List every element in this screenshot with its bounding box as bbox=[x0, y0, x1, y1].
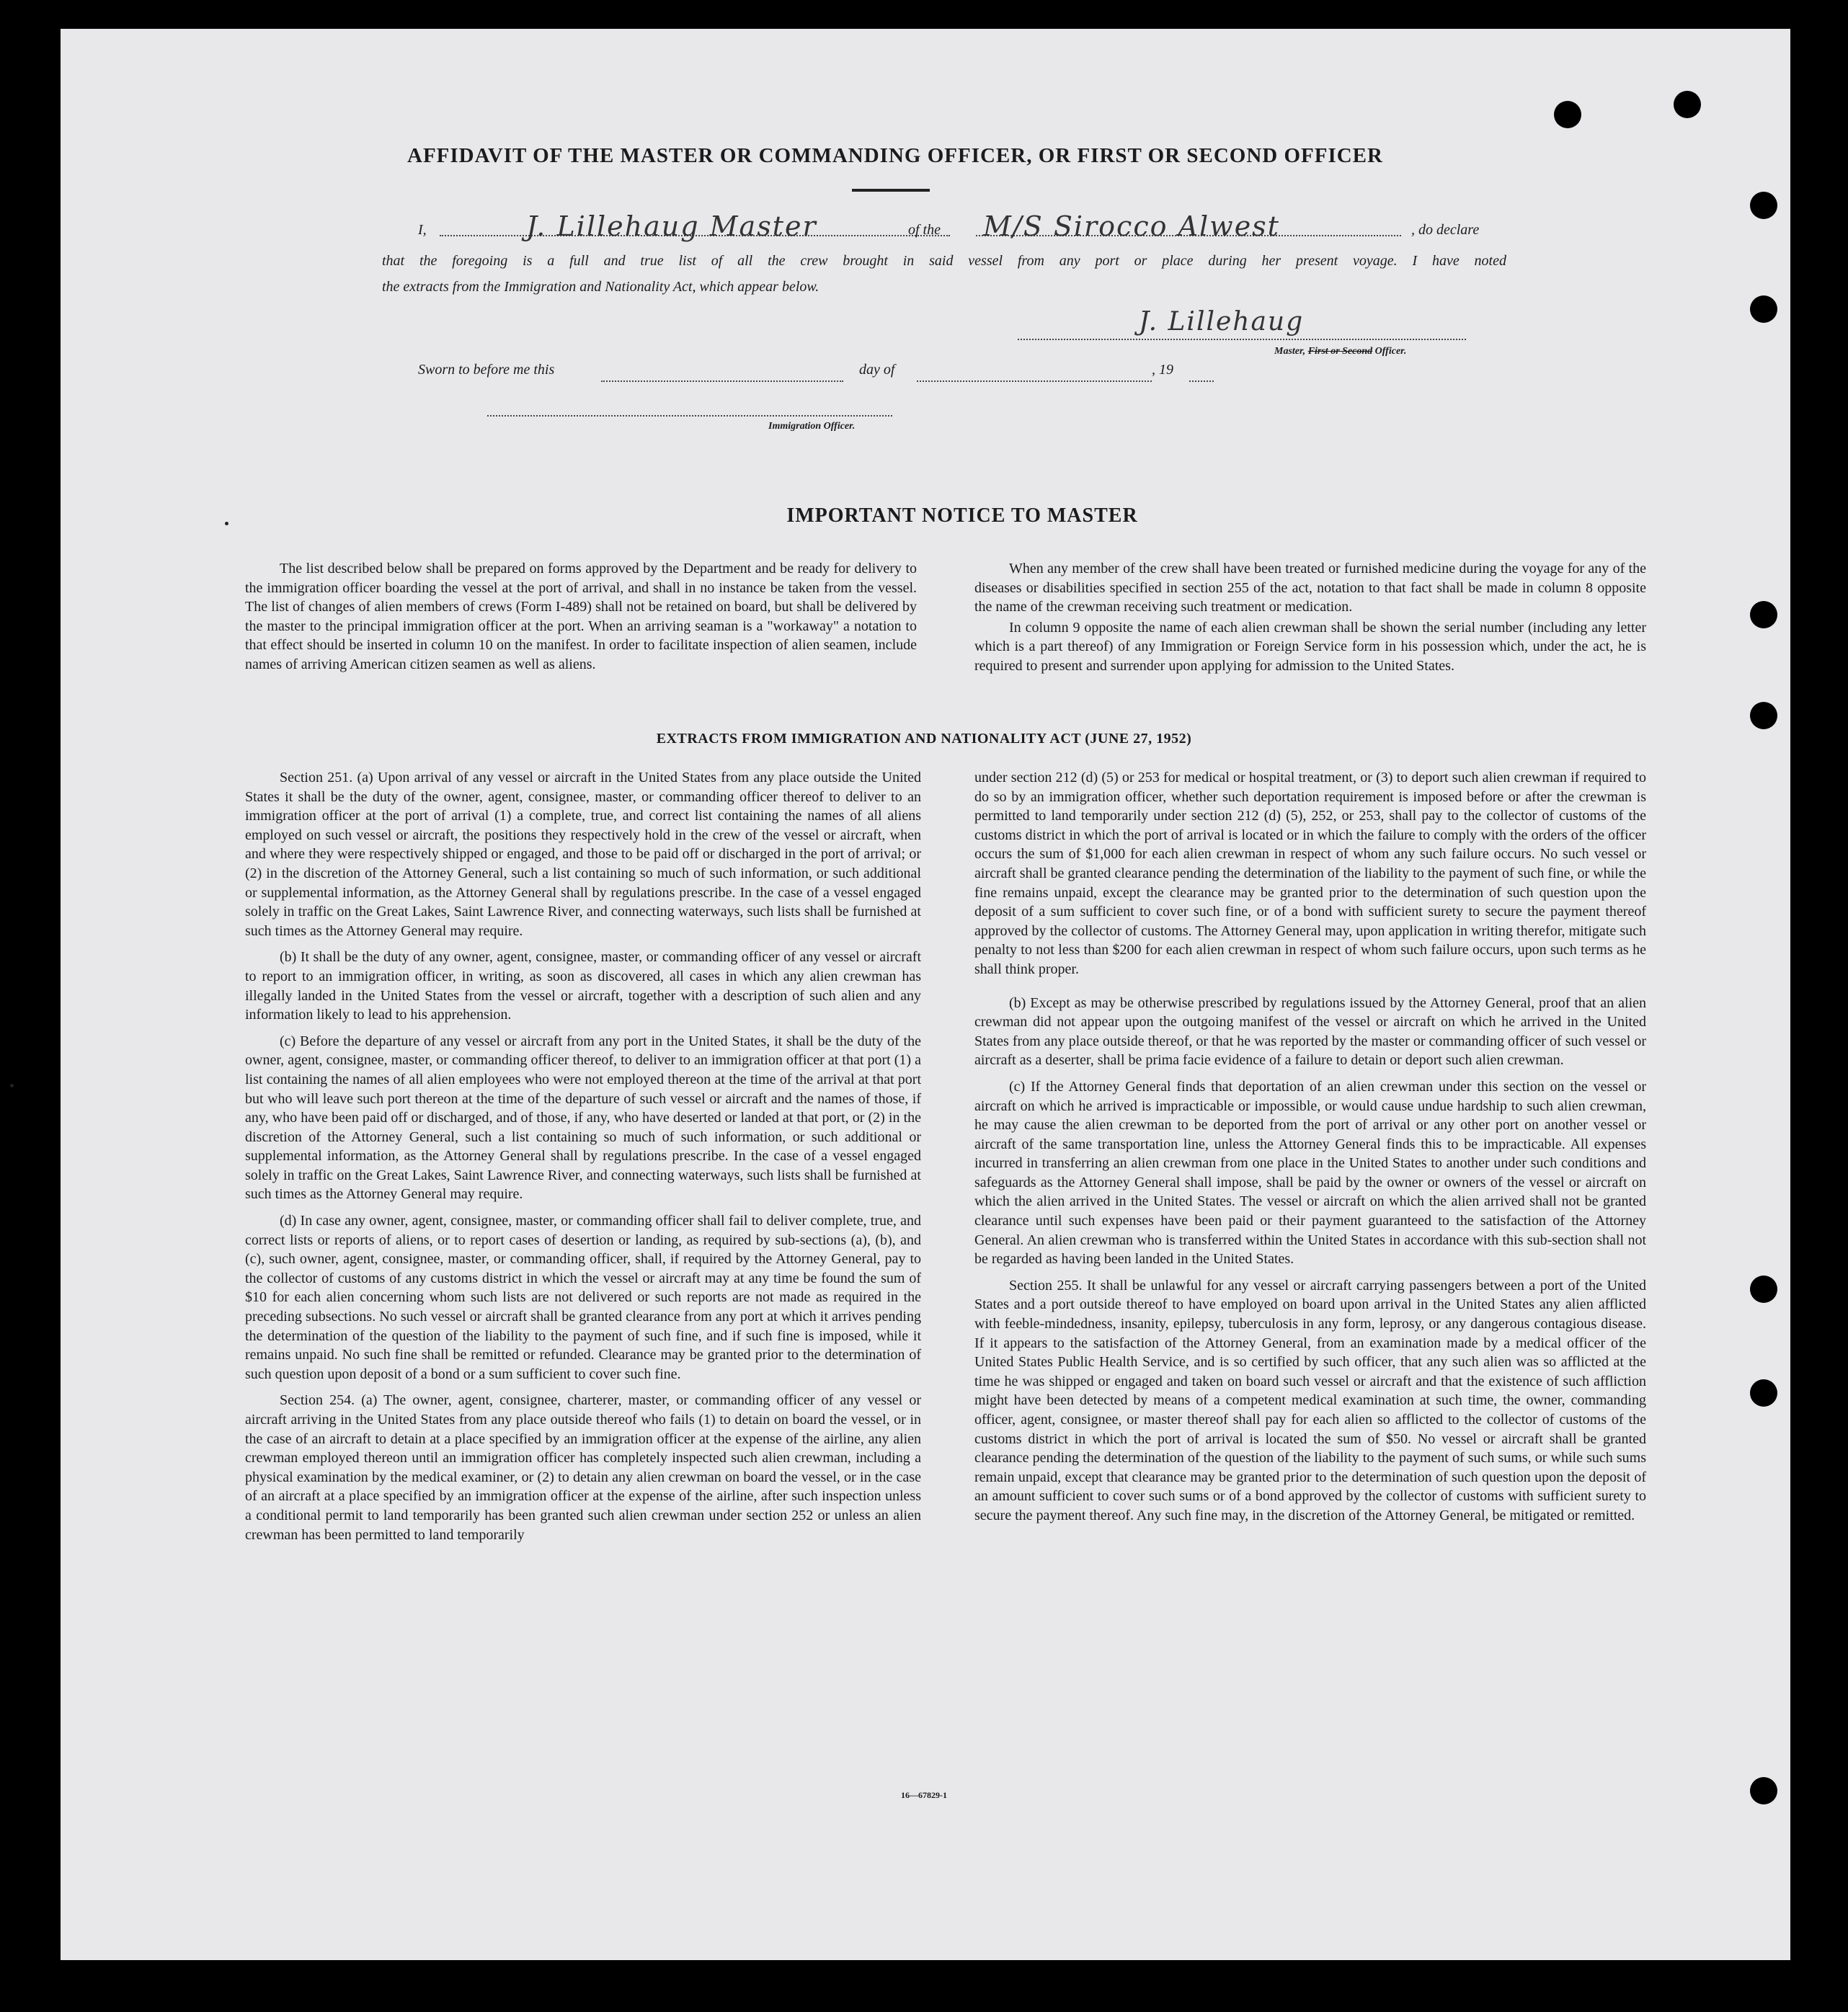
punch-hole bbox=[1750, 192, 1777, 219]
punch-hole bbox=[1674, 91, 1701, 118]
do-declare-label: , do declare bbox=[1411, 222, 1480, 238]
section-paragraph: Section 251. (a) Upon arrival of any vessel or aircraft in the United States from any place outside the United States it shall be the duty of the owner, agent, consignee, master, or commanding officer thereof to deliver to an immigration officer at the port of arrival (1) a complete, true, and correct list containing the names of all aliens employed on such vessel or aircraft, the positions they respectively hold in the crew of the vessel or aircraft, when and where they were respectively shipped or engaged, and those to be paid off or discharged in the port of arrival; or (2) in the discretion of the Attorney General, such a list containing so much of such information, or such additional or supplemental information, as the Attorney General shall by regulations prescribe. In the case of a vessel engaged solely in traffic on the Great Lakes, Saint Lawrence River, and connecting waterways, such lists shall be furnished at such times as the Attorney General may require. bbox=[245, 770, 921, 939]
notice-paragraph: In column 9 opposite the name of each alien crewman shall be shown the serial number (including any letter which is a part thereof) of any Immigration or Foreign Service form in his possession which, under the act, he is required to present and surrender upon applying for admission to the United States. bbox=[974, 619, 1646, 674]
signature-blank bbox=[1018, 339, 1466, 340]
sworn-year-blank bbox=[1189, 380, 1214, 382]
sworn-line bbox=[418, 362, 554, 378]
section-paragraph: under section 212 (d) (5) or 253 for medical or hospital treatment, or (3) to deport such alien crewman if required to do so by an immigration officer, whether such deportation requirement is imposed before or after the crewman is permitted to land temporarily under section 212 (d) (5), 252, or 253, shall pay to the collector of customs of the customs district in which the port of arrival is located or in which the failure to comply with the orders of the officer occurs the sum of $1,000 for each alien crewman in respect of whom any such failure occurs. No such vessel or aircraft shall be granted clearance pending the determination of the liability to the payment of such fine, or while the fine remains unpaid, except the clearance may be granted prior to the determination of such question upon the deposit of a sum sufficient to cover such fine, or of a bond with sufficient surety to secure the payment thereof approved by the collector of customs. The Attorney General may, upon application in writing therefor, mitigate such penalty to not less than $200 for each alien crewman in respect of whom such failure occurs, upon such terms as he shall think proper. bbox=[974, 770, 1646, 977]
title-rule bbox=[852, 189, 930, 192]
section-paragraph: (d) In case any owner, agent, consignee, master, or commanding officer shall fail to deliver complete, true, and correct lists or reports of aliens, or to report cases of desertion or landing, as required by sub-sections (a), (b), and (c), such owner, agent, consignee, master, or commanding officer, shall, if required by the Attorney General, pay to the collector of customs of any customs district in which the vessel or aircraft may at any time be found the sum of $10 for each alien concerning whom such lists are not delivered or such reports are not made as required in the preceding subsections. No such vessel or aircraft shall be granted clearance from any port at which it arrives pending the determination of the question of the liability to the payment of such fine, and if such fine is imposed, while it remains unpaid. No such fine shall be remitted or refunded. Clearance may be granted prior to the determination of such question upon deposit of a bond or a sum sufficient to cover such fine. bbox=[245, 1213, 921, 1382]
declaration-body-line1: that the foregoing is a full and true list of all the crew brought in said vessel from any port or place during her present voyage. I have noted bbox=[382, 253, 1506, 269]
extracts-right-column bbox=[974, 768, 1646, 1533]
extracts-title: EXTRACTS FROM IMMIGRATION AND NATIONALITY ACT (JUNE 27, 1952) bbox=[656, 731, 1192, 747]
punch-hole bbox=[1750, 1379, 1777, 1407]
notice-title: IMPORTANT NOTICE TO MASTER bbox=[786, 504, 1138, 527]
extracts-left-column bbox=[245, 768, 921, 1552]
day-of-label: day of bbox=[859, 362, 895, 378]
notice-paragraph: When any member of the crew shall have been treated or furnished medicine during the voyage for any of the diseases or disabilities specified in section 255 of the act, notation to that fact shall be made in column 8 opposite the name of the crewman receiving such treatment or medication. bbox=[974, 561, 1646, 615]
caption-officer: Officer. bbox=[1374, 346, 1407, 357]
handwritten-name: J. Lillehaug Master bbox=[526, 210, 817, 242]
section-paragraph: Section 254. (a) The owner, agent, consignee, charterer, master, or commanding officer of any vessel or aircraft arriving in the United States from any place outside thereof who fails (1) to detain on board the vessel, or in the case of an aircraft to detain at a place specified by an immigration officer at the expense of the airline, any alien crewman employed thereon until an immigration officer has completely inspected such alien crewman, including a physical examination by the medical examiner, or (2) to detain any alien crewman on board the vessel, or in the case of an aircraft at a place specified by an immigration officer at the expense of the airline, after such inspection unless a conditional permit to land temporarily has been granted such alien crewman under section 252 or unless an alien crewman has been permitted to land temporarily bbox=[245, 1392, 921, 1543]
sworn-month-blank bbox=[917, 380, 1152, 382]
section-paragraph: (b) It shall be the duty of any owner, agent, consignee, master, or commanding officer of any vessel or aircraft to report to an immigration officer, in writing, as soon as discovered, all cases in which any alien crewman has illegally landed in the United States from the vessel or aircraft, together with a description of such alien and any information likely to lead to his apprehension. bbox=[245, 949, 921, 1023]
punch-hole bbox=[1750, 601, 1777, 628]
caption-master: Master, bbox=[1274, 346, 1306, 357]
handwritten-signature: J. Lillehaug bbox=[1139, 307, 1305, 337]
section-paragraph: Section 255. It shall be unlawful for any vessel or aircraft carrying passengers between a port of the United States and a port outside thereof to have employed on board upon arrival in the United States any alien afflicted with feeble-mindedness, insanity, epilepsy, tuberculosis in any form, leprosy, or any dangerous contagious disease. If it appears to the satisfaction of the Attorney General, from an examination made by a medical officer of the United States Public Health Service, and is so certified by such officer, that any such alien was so afflicted at the time he was shipped or engaged and taken on board such vessel or aircraft and that the existence of such affliction might have been detected by means of a competent medical examination at such time, the owner, commanding officer, agent, consignee, or master thereof shall pay for each alien so afflicted to the collector of customs of the customs district in which the port of arrival is located the sum of $50. No vessel or aircraft shall be granted clearance pending the determination of the question of the liability to the payment of such sums, or while such sums remain unpaid, except that clearance may be granted prior to the determination of such question upon the deposit of an amount sufficient to cover such sums or of a bond approved by the collector of customs with sufficient surety to secure the payment thereof. Any such fine may, in the discretion of the Attorney General, be mitigated or remitted. bbox=[974, 1277, 1646, 1523]
sworn-before-label: Sworn to before me this bbox=[418, 362, 555, 378]
caption-struck: First or Second bbox=[1307, 346, 1373, 357]
notice-left-column bbox=[245, 559, 917, 682]
section-paragraph: (b) Except as may be otherwise prescribed by regulations issued by the Attorney General, proof that an alien crewman did not appear upon the outgoing manifest of the vessel or aircraft on which he arrived in the United States from any place outside thereof, or that he was reported by the master or commanding officer of such vessel or aircraft as a deserter, shall be prima facie evidence of a failure to detain or deport such alien crewman. bbox=[974, 994, 1646, 1069]
punch-hole bbox=[1750, 295, 1777, 323]
form-code: 16—67829-1 bbox=[901, 1790, 947, 1800]
punch-hole bbox=[1554, 101, 1581, 128]
affidavit-title: AFFIDAVIT OF THE MASTER OR COMMANDING OFFICER, OR FIRST OR SECOND OFFICER bbox=[407, 144, 1383, 167]
sworn-day-blank bbox=[601, 380, 843, 382]
speck bbox=[10, 1084, 14, 1087]
notice-paragraph: The list described below shall be prepared on forms approved by the Department and be ready for delivery to the immigration officer boarding the vessel at the port of arrival, and shall in no instance be taken from the vessel. The list of changes of alien members of crews (Form I-489) shall not be retained on board, but shall be delivered by the master to the principal immigration officer at the port. When an arriving seaman is a "workaway" a notation to that effect should be inserted in column 10 on the manifest. In order to facilitate inspection of alien seamen, include names of arriving American citizen seamen as well as aliens. bbox=[245, 561, 917, 672]
punch-hole bbox=[1750, 702, 1777, 729]
section-paragraph: (c) If the Attorney General finds that deportation of an alien crewman under this section on the vessel or aircraft on which he arrived is impracticable or impossible, or would cause undue hardship to such alien crewman, he may cause the alien crewman to be deported from the port of arrival or any other port on another vessel or aircraft of the same transportation line, unless the Attorney General finds this to be impracticable. All expenses incurred in transferring an alien crewman from one place in the United States to another under such conditions and safeguards as the Attorney General shall impose, shall be paid by the owner or owners of the vessel or aircraft on which the alien arrived in the United States. The vessel or aircraft on which the alien arrived shall not be granted clearance until such expenses have been paid or their payment guaranteed to the satisfaction of the Attorney General. An alien crewman who is transferred within the United States in accordance with this sub-section shall not be regarded as having been landed in the United States. bbox=[974, 1078, 1646, 1268]
immigration-officer-caption: Immigration Officer. bbox=[768, 421, 856, 432]
signature-caption bbox=[1274, 346, 1406, 357]
year-prefix: , 19 bbox=[1152, 362, 1173, 378]
immigration-officer-blank bbox=[487, 415, 892, 417]
punch-hole bbox=[1750, 1276, 1777, 1303]
declaration-body-line2: the extracts from the Immigration and Nationality Act, which appear below. bbox=[382, 279, 819, 295]
section-paragraph: (c) Before the departure of any vessel or aircraft from any port in the United States, it shall be the duty of the owner, agent, consignee, master, or commanding officer thereof, to deliver to an immigration officer at that port (1) a list containing the names of all alien employees who were not employed thereon at the time of the arrival at that port but who will leave such port thereon at the time of the departure of such vessel or aircraft and the names of those, if any, who have been paid off or discharged, and of those, if any, who have deserted or landed at that port, or (2) in the discretion of the Attorney General, such a list containing so much of such information, or such additional or supplemental information, as the Attorney General shall by regulations prescribe. In the case of a vessel engaged solely in traffic on the Great Lakes, Saint Lawrence River, and connecting waterways, such lists shall be furnished at such times as the Attorney General may require. bbox=[245, 1033, 921, 1203]
handwritten-vessel: M/S Sirocco Alwest bbox=[983, 210, 1280, 242]
declaration-line bbox=[382, 210, 1506, 248]
declaration-prefix: I, bbox=[418, 222, 427, 238]
notice-right-column bbox=[974, 559, 1646, 683]
of-the-label: of the bbox=[908, 222, 941, 238]
